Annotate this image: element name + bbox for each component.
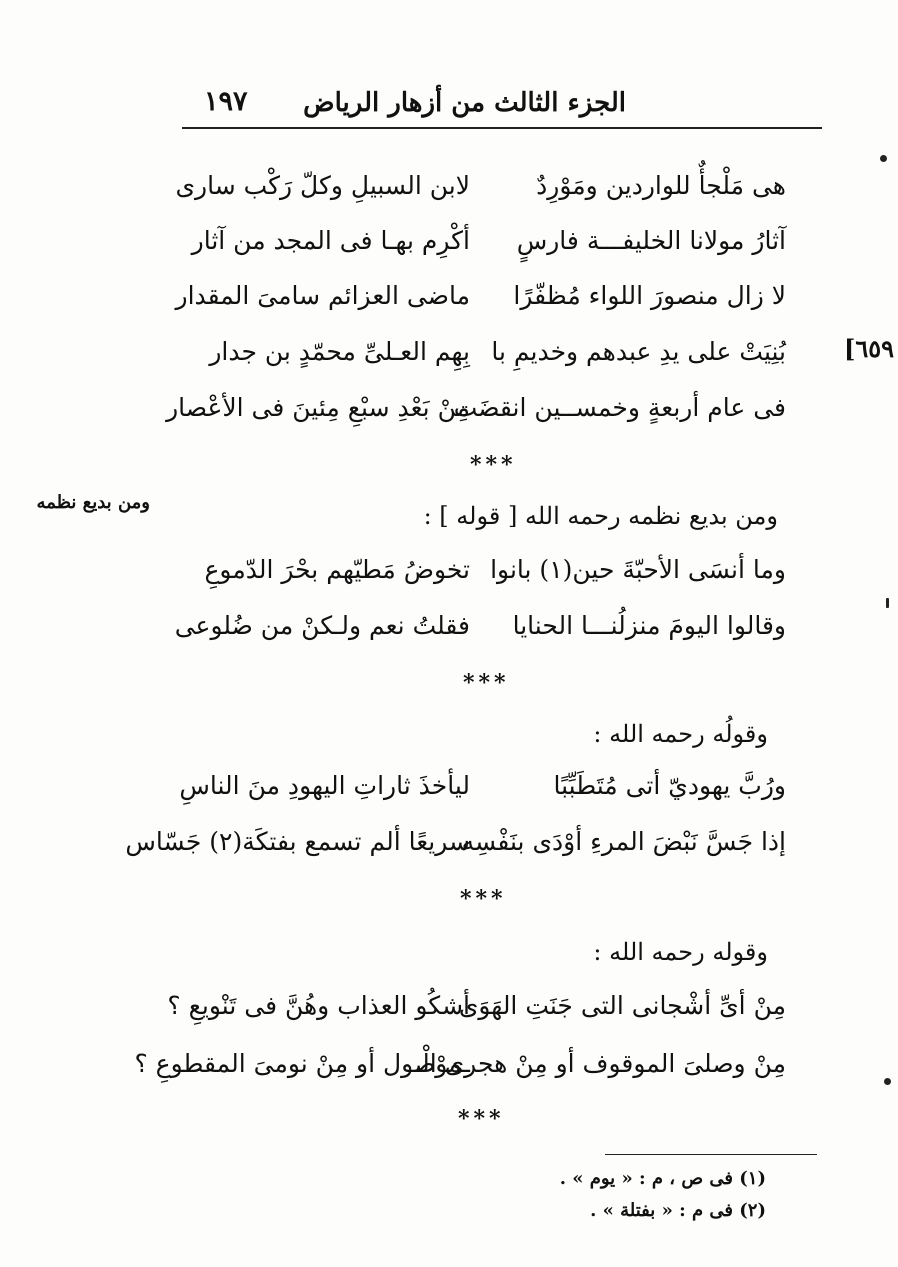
header-rule [182,127,822,129]
verse-left: مِنْ بَعْدِ سبْعِ مِئينَ فى الأعْصار [166,393,470,422]
binding-mark [886,598,889,608]
verse-left: تخوضُ مَطيّهم بحْرَ الدّموعِ [204,555,470,584]
verse-right: فى عام أربعةٍ وخمســين انقضَت [453,393,786,422]
verse-left: لابن السبيلِ وكلّ رَكْب سارى [175,171,470,200]
footnote-rule [605,1154,817,1155]
section-separator: *** [470,452,517,478]
verse-right: وما أنسَى الأحبّةَ حين(١) بانوا [490,555,786,584]
verse-right: لا زال منصورَ اللواء مُظفّرًا [513,281,786,310]
verse-left: فقلتُ نعم ولـكنْ من ضُلوعى [174,611,470,640]
verse-right: بُنِيَتْ على يدِ عبدهم وخديمِ با [491,337,786,366]
binding-mark [880,155,887,162]
verse-left: ماضى العزائم سامىَ المقدار [175,281,470,310]
section-separator: *** [463,670,510,696]
section-intro: وقوله رحمه الله : [593,938,768,966]
section-intro: ومن بديع نظمه رحمه الله [ قوله ] : [423,502,778,530]
verse-left: أكْرِم بهـا فى المجد من آثار [191,226,470,255]
footnote: (١) فى ص ، م : « يوم » . [559,1168,766,1189]
verse-right: إذا جَسَّ نَبْضَ المرءِ أوْدَى بنَفْسِه [461,827,786,856]
verse-right: مِنْ وصلىَ الموقوف أو مِنْ هجرى الْـ [414,1049,786,1078]
footnote: (٢) فى م : « بفتلة » . [590,1200,766,1221]
margin-reference: [٦٥٩ [844,334,895,363]
binding-mark [884,1078,891,1085]
page-number: ١٩٧ [204,86,248,117]
running-title: الجزء الثالث من أزهار الرياض [303,88,626,118]
verse-right: مِنْ أىِّ أشْجانى التى جَنَتِ الهَوَى [458,991,786,1020]
verse-right: آثارُ مولانا الخليفـــة فارسٍ [516,226,786,255]
verse-right: وقالوا اليومَ منزلُنـــا الحنايا [512,611,786,640]
margin-note: ومن بديع نظمه [36,492,150,513]
verse-right: ورُبَّ يهوديّ أتى مُتَطَبِّبًا [553,771,786,800]
verse-right: هى مَلْجأٌ للواردين ومَوْرِدٌ [536,171,786,200]
section-separator: *** [458,1106,505,1132]
section-intro: وقولُه رحمه الله : [593,720,768,748]
verse-left: أشكُو العذاب وهُنَّ فى تَنْويعِ ؟ [167,991,470,1020]
verse-left: سريعًا ألم تسمع بفتكَة(٢) جَسّاس [125,827,470,856]
verse-left: ـموْصول أو مِنْ نومىَ المقطوعِ ؟ [134,1049,470,1078]
section-separator: *** [460,886,507,912]
verse-left: ليأخذَ ثاراتِ اليهودِ منَ الناسِ [179,771,470,800]
verse-left: بِهِم العـلىِّ محمّدٍ بن جدار [209,337,470,366]
